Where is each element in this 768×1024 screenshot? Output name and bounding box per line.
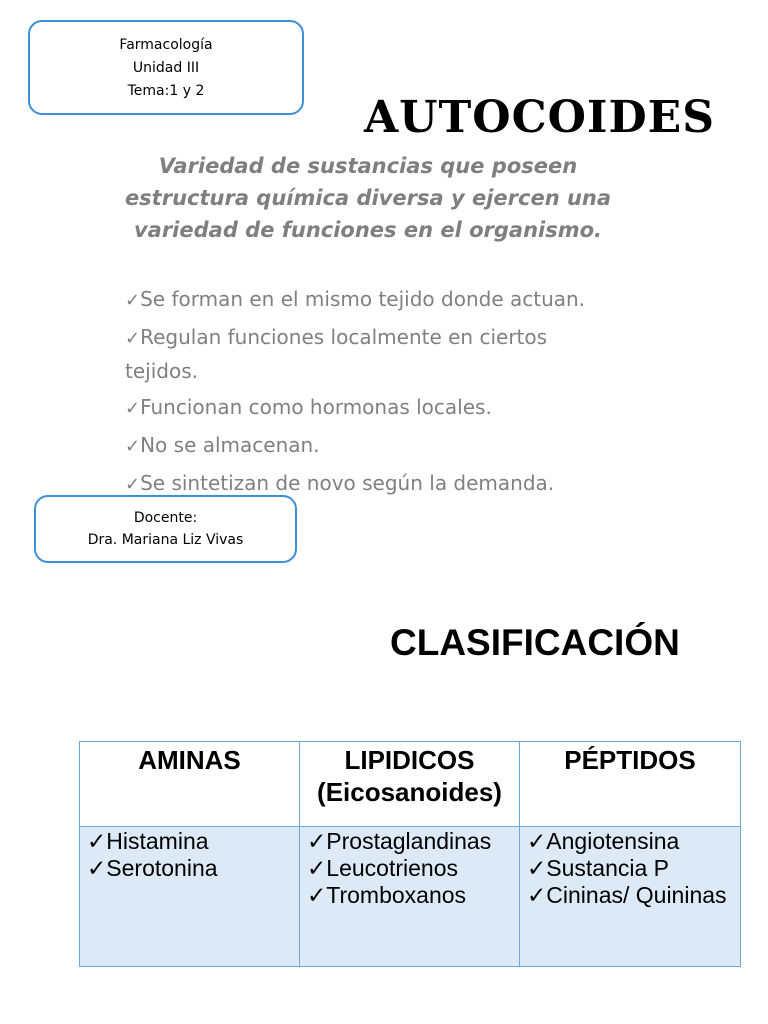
classification-table — [79, 741, 741, 967]
header-lipidicos: LIPIDICOS (Eicosanoides) — [300, 742, 520, 827]
page-title: AUTOCOIDES — [364, 92, 715, 143]
aminas-cell — [80, 827, 300, 967]
check-icon: ✓ — [307, 882, 327, 908]
table-header-row — [80, 742, 741, 827]
check-icon: ✓ — [87, 855, 107, 881]
list-item: ✓Cininas/ Quininas — [527, 882, 727, 908]
check-icon: ✓ — [527, 855, 547, 881]
feature-text: Regulan funciones localmente en ciertos tejidos. — [125, 325, 548, 383]
features-list — [125, 283, 615, 505]
feature-item — [125, 321, 615, 387]
table-row — [80, 827, 741, 967]
check-icon: ✓ — [527, 882, 547, 908]
list-item: ✓Prostaglandinas — [307, 828, 492, 854]
check-icon: ✓ — [307, 828, 327, 854]
check-icon: ✓ — [125, 474, 141, 495]
classification-title: CLASIFICACIÓN — [390, 622, 680, 663]
peptidos-cell — [520, 827, 741, 967]
list-item: ✓Angiotensina — [527, 828, 680, 854]
feature-item — [125, 391, 615, 425]
check-icon: ✓ — [527, 828, 547, 854]
lipidicos-cell — [300, 827, 520, 967]
list-item: ✓Sustancia P — [527, 855, 670, 881]
check-icon: ✓ — [307, 855, 327, 881]
check-icon: ✓ — [125, 328, 141, 349]
check-icon: ✓ — [125, 398, 141, 419]
header-aminas: AMINAS — [80, 742, 300, 827]
feature-text: Se sintetizan de novo según la demanda. — [140, 471, 555, 495]
feature-item — [125, 429, 615, 463]
list-item: ✓Tromboxanos — [307, 882, 467, 908]
check-icon: ✓ — [125, 290, 141, 311]
teacher-info-box — [34, 495, 297, 563]
course-name: Farmacología — [119, 37, 213, 53]
list-item: ✓Histamina — [87, 828, 209, 854]
teacher-name: Dra. Mariana Liz Vivas — [87, 532, 244, 548]
feature-item — [125, 283, 615, 317]
feature-text: No se almacenan. — [140, 433, 320, 457]
course-info-box — [28, 20, 304, 115]
feature-text: Funcionan como hormonas locales. — [140, 395, 492, 419]
list-item: ✓Leucotrienos — [307, 855, 458, 881]
list-item: ✓Serotonina — [87, 855, 218, 881]
course-topic: Tema:1 y 2 — [127, 83, 205, 99]
feature-text: Se forman en el mismo tejido donde actuan. — [140, 287, 586, 311]
definition-text: Variedad de sustancias que poseen estructura química diversa y ejercen una variedad de funciones en el organismo. — [124, 154, 612, 242]
header-peptidos: PÉPTIDOS — [520, 742, 741, 827]
check-icon: ✓ — [87, 828, 107, 854]
teacher-label: Docente: — [133, 510, 198, 526]
check-icon: ✓ — [125, 436, 141, 457]
course-unit: Unidad III — [132, 60, 200, 76]
